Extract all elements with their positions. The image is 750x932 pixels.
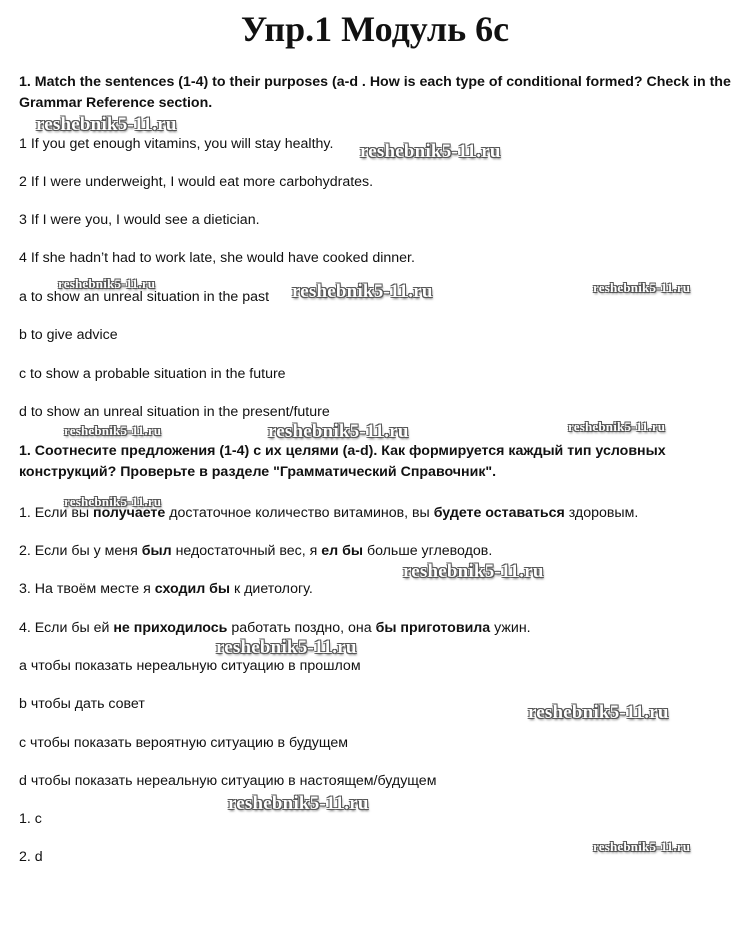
watermark: reshebnik5-11.ru: [64, 494, 162, 509]
english-sentence-2: 2 If I were underweight, I would eat more carbohydrates.: [19, 174, 374, 190]
verb-highlight: будете оставаться: [433, 505, 565, 521]
russian-purpose-d: d чтобы показать нереальную ситуацию в настоящем/будущем: [19, 773, 437, 789]
watermark: reshebnik5-11.ru: [228, 793, 369, 814]
watermark: reshebnik5-11.ru: [268, 421, 409, 442]
watermark: reshebnik5-11.ru: [568, 419, 666, 434]
watermark: reshebnik5-11.ru: [64, 423, 162, 438]
sentence-text: 3. На твоём месте я: [19, 581, 155, 597]
sentence-text: здоровым.: [564, 505, 639, 521]
sentence-text: 4. Если бы ей: [19, 620, 114, 636]
watermark: reshebnik5-11.ru: [360, 141, 501, 162]
sentence-text: к диетологу.: [230, 581, 313, 597]
sentence-text: ужин.: [490, 620, 531, 636]
sentence-text: работать поздно, она: [227, 620, 376, 636]
verb-highlight: получаете: [93, 505, 166, 521]
sentence-text: больше углеводов.: [363, 543, 493, 559]
russian-task: 1. Соотнесите предложения (1-4) с их целями (a-d). Как формируется каждый тип условных конструкций? Проверьте в разделе "Грамматический Справочник".: [19, 443, 666, 480]
watermark: reshebnik5-11.ru: [403, 561, 544, 582]
english-task: 1. Match the sentences (1-4) to their purposes (a-d . How is each type of conditional formed? Check in the Grammar Reference section.: [19, 74, 731, 111]
answer-2: 2. d: [19, 849, 43, 865]
russian-sentence-2: [19, 543, 492, 559]
watermark: reshebnik5-11.ru: [216, 637, 357, 658]
english-purpose-b: b to give advice: [19, 327, 118, 343]
english-purpose-a: a to show an unreal situation in the past: [19, 289, 270, 305]
verb-highlight: сходил бы: [154, 581, 231, 597]
russian-sentence-4: [19, 620, 531, 636]
russian-sentence-3: [19, 581, 313, 597]
sentence-text: 2. Если бы у меня: [19, 543, 142, 559]
watermark: reshebnik5-11.ru: [292, 281, 433, 302]
english-purpose-c: c to show a probable situation in the future: [19, 366, 286, 382]
verb-highlight: был: [141, 543, 172, 559]
watermark: reshebnik5-11.ru: [36, 114, 177, 135]
watermark: reshebnik5-11.ru: [58, 276, 156, 291]
verb-highlight: не приходилось: [113, 620, 228, 636]
watermark: reshebnik5-11.ru: [528, 702, 669, 723]
russian-purpose-b: b чтобы дать совет: [19, 696, 145, 712]
watermark: reshebnik5-11.ru: [593, 280, 691, 295]
verb-highlight: ел бы: [321, 543, 363, 559]
sentence-text: недостаточный вес, я: [171, 543, 322, 559]
watermark: reshebnik5-11.ru: [593, 839, 691, 854]
answer-1: 1. c: [19, 811, 42, 827]
verb-highlight: бы приготовила: [375, 620, 491, 636]
english-sentence-1: 1 If you get enough vitamins, you will stay healthy.: [19, 136, 334, 152]
english-sentence-3: 3 If I were you, I would see a dietician.: [19, 212, 260, 228]
english-sentence-4: 4 If she hadn’t had to work late, she would have cooked dinner.: [19, 250, 415, 266]
page-title: Упр.1 Модуль 6с: [240, 9, 510, 49]
sentence-text: 1. Если вы: [19, 505, 93, 521]
sentence-text: достаточное количество витаминов, вы: [165, 505, 434, 521]
english-purpose-d: d to show an unreal situation in the present/future: [19, 404, 330, 420]
russian-purpose-c: с чтобы показать вероятную ситуацию в будущем: [19, 735, 348, 751]
russian-purpose-a: а чтобы показать нереальную ситуацию в прошлом: [19, 658, 361, 674]
